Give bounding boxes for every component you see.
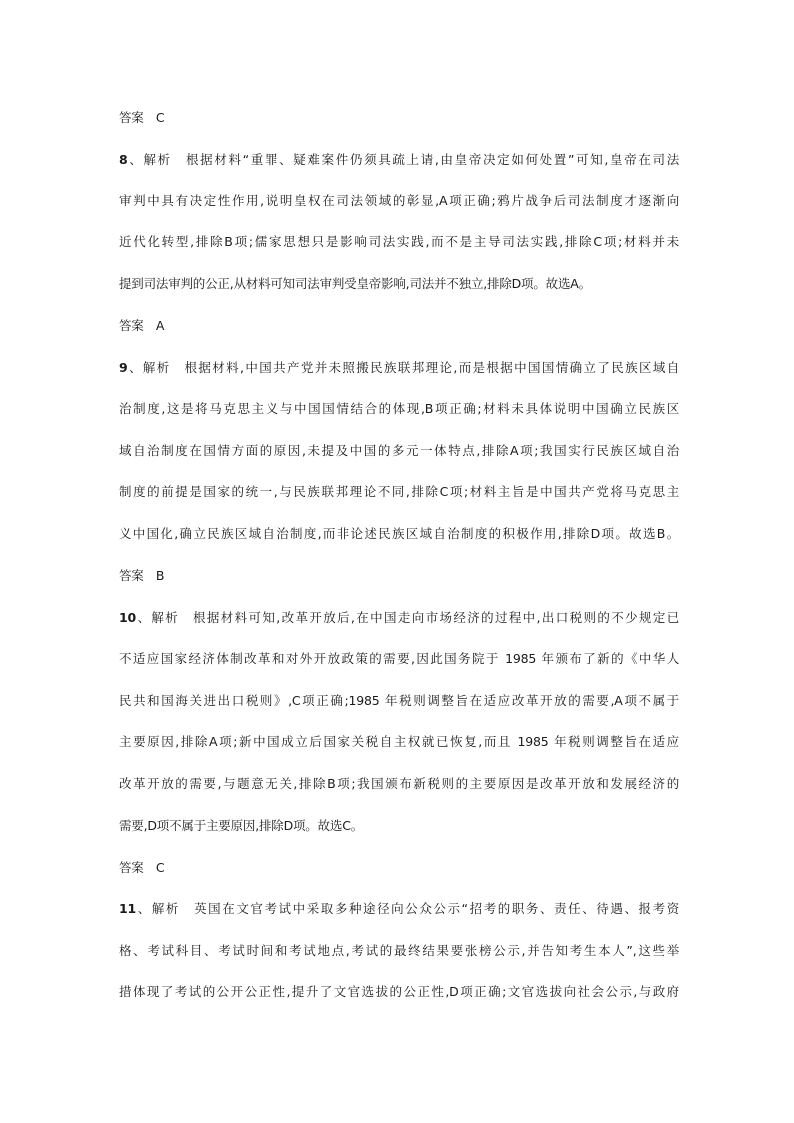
- q10-number: 10: [119, 610, 136, 625]
- q10-label: 、解析: [136, 610, 194, 625]
- q9-line-3: 域自治制度在国情方面的原因,未提及中国的多元一体特点,排除A项;我国实行民族区域自治: [119, 443, 679, 458]
- q9-number: 9: [119, 360, 128, 375]
- q10-line-4: 主要原因,排除A项;新中国成立后国家关税自主权就已恢复,而且 1985 年税则调整旨在适应: [119, 734, 679, 749]
- q11-label: 、解析: [136, 901, 195, 916]
- q11-line-1: [119, 901, 679, 917]
- q10-text-1: 根据材料可知,改革开放后,在中国走向市场经济的过程中,出口税则的不少规定已: [193, 610, 679, 625]
- q8-line-1: [119, 152, 679, 168]
- q9-line-4: 制度的前提是国家的统一,与民族联邦理论不同,排除C项;材料主旨是中国共产党将马克思主: [119, 484, 679, 499]
- q8-label: 、解析: [127, 152, 187, 167]
- answer-line: 答案 C: [119, 860, 165, 875]
- answer-line: 答案 A: [119, 318, 165, 333]
- q11-text-1: 英国在文官考试中采取多种途径向公众公示“招考的职务、责任、待遇、报考资: [194, 901, 679, 916]
- q10-line-2: 不适应国家经济体制改革和对外开放政策的需要,因此国务院于 1985 年颁布了新的《中华人: [119, 651, 679, 666]
- q10-line-3: 民共和国海关进出口税则》,C项正确;1985 年税则调整旨在适应改革开放的需要,A项不属于: [119, 693, 679, 708]
- q11-line-3: 措体现了考试的公开公正性,提升了文官选拔的公正性,D项正确;文官选拔向社会公示,与政府: [119, 984, 679, 999]
- q9-text-1: 根据材料,中国共产党并未照搬民族联邦理论,而是根据中国国情确立了民族区域自: [184, 360, 679, 375]
- q8-line-2: 审判中具有决定性作用,说明皇权在司法领域的彰显,A项正确;鸦片战争后司法制度才逐渐向: [119, 193, 679, 208]
- q8-line-3: 近代化转型,排除B项;儒家思想只是影响司法实践,而不是主导司法实践,排除C项;材料并未: [119, 234, 679, 249]
- q11-number: 11: [119, 901, 136, 916]
- q8-line-4: 提到司法审判的公正,从材料可知司法审判受皇帝影响,司法并不独立,排除D项。故选A。: [119, 276, 591, 291]
- q8-text-1: 根据材料“重罪、疑难案件仍须具疏上请,由皇帝决定如何处置”可知,皇帝在司法: [186, 152, 679, 167]
- q10-line-6: 需要,D项不属于主要原因,排除D项。故选C。: [119, 818, 364, 833]
- q8-number: 8: [119, 152, 128, 167]
- q10-line-1: [119, 610, 679, 626]
- q9-line-2: 治制度,这是将马克思主义与中国国情结合的体现,B项正确;材料未具体说明中国确立民族区: [119, 401, 679, 416]
- q9-line-5: 义中国化,确立民族区域自治制度,而非论述民族区域自治制度的积极作用,排除D项。故选B。: [119, 526, 679, 541]
- q10-line-5: 改革开放的需要,与题意无关,排除B项;我国颁布新税则的主要原因是改革开放和发展经济的: [119, 776, 679, 791]
- q9-label: 、解析: [127, 360, 185, 375]
- answer-line: 答案 B: [119, 568, 165, 583]
- q11-line-2: 格、考试科目、考试时间和考试地点,考试的最终结果要张榜公示,并告知考生本人”,这些举: [119, 943, 679, 958]
- answer-line: 答案 C: [119, 110, 165, 125]
- q9-line-1: [119, 360, 679, 376]
